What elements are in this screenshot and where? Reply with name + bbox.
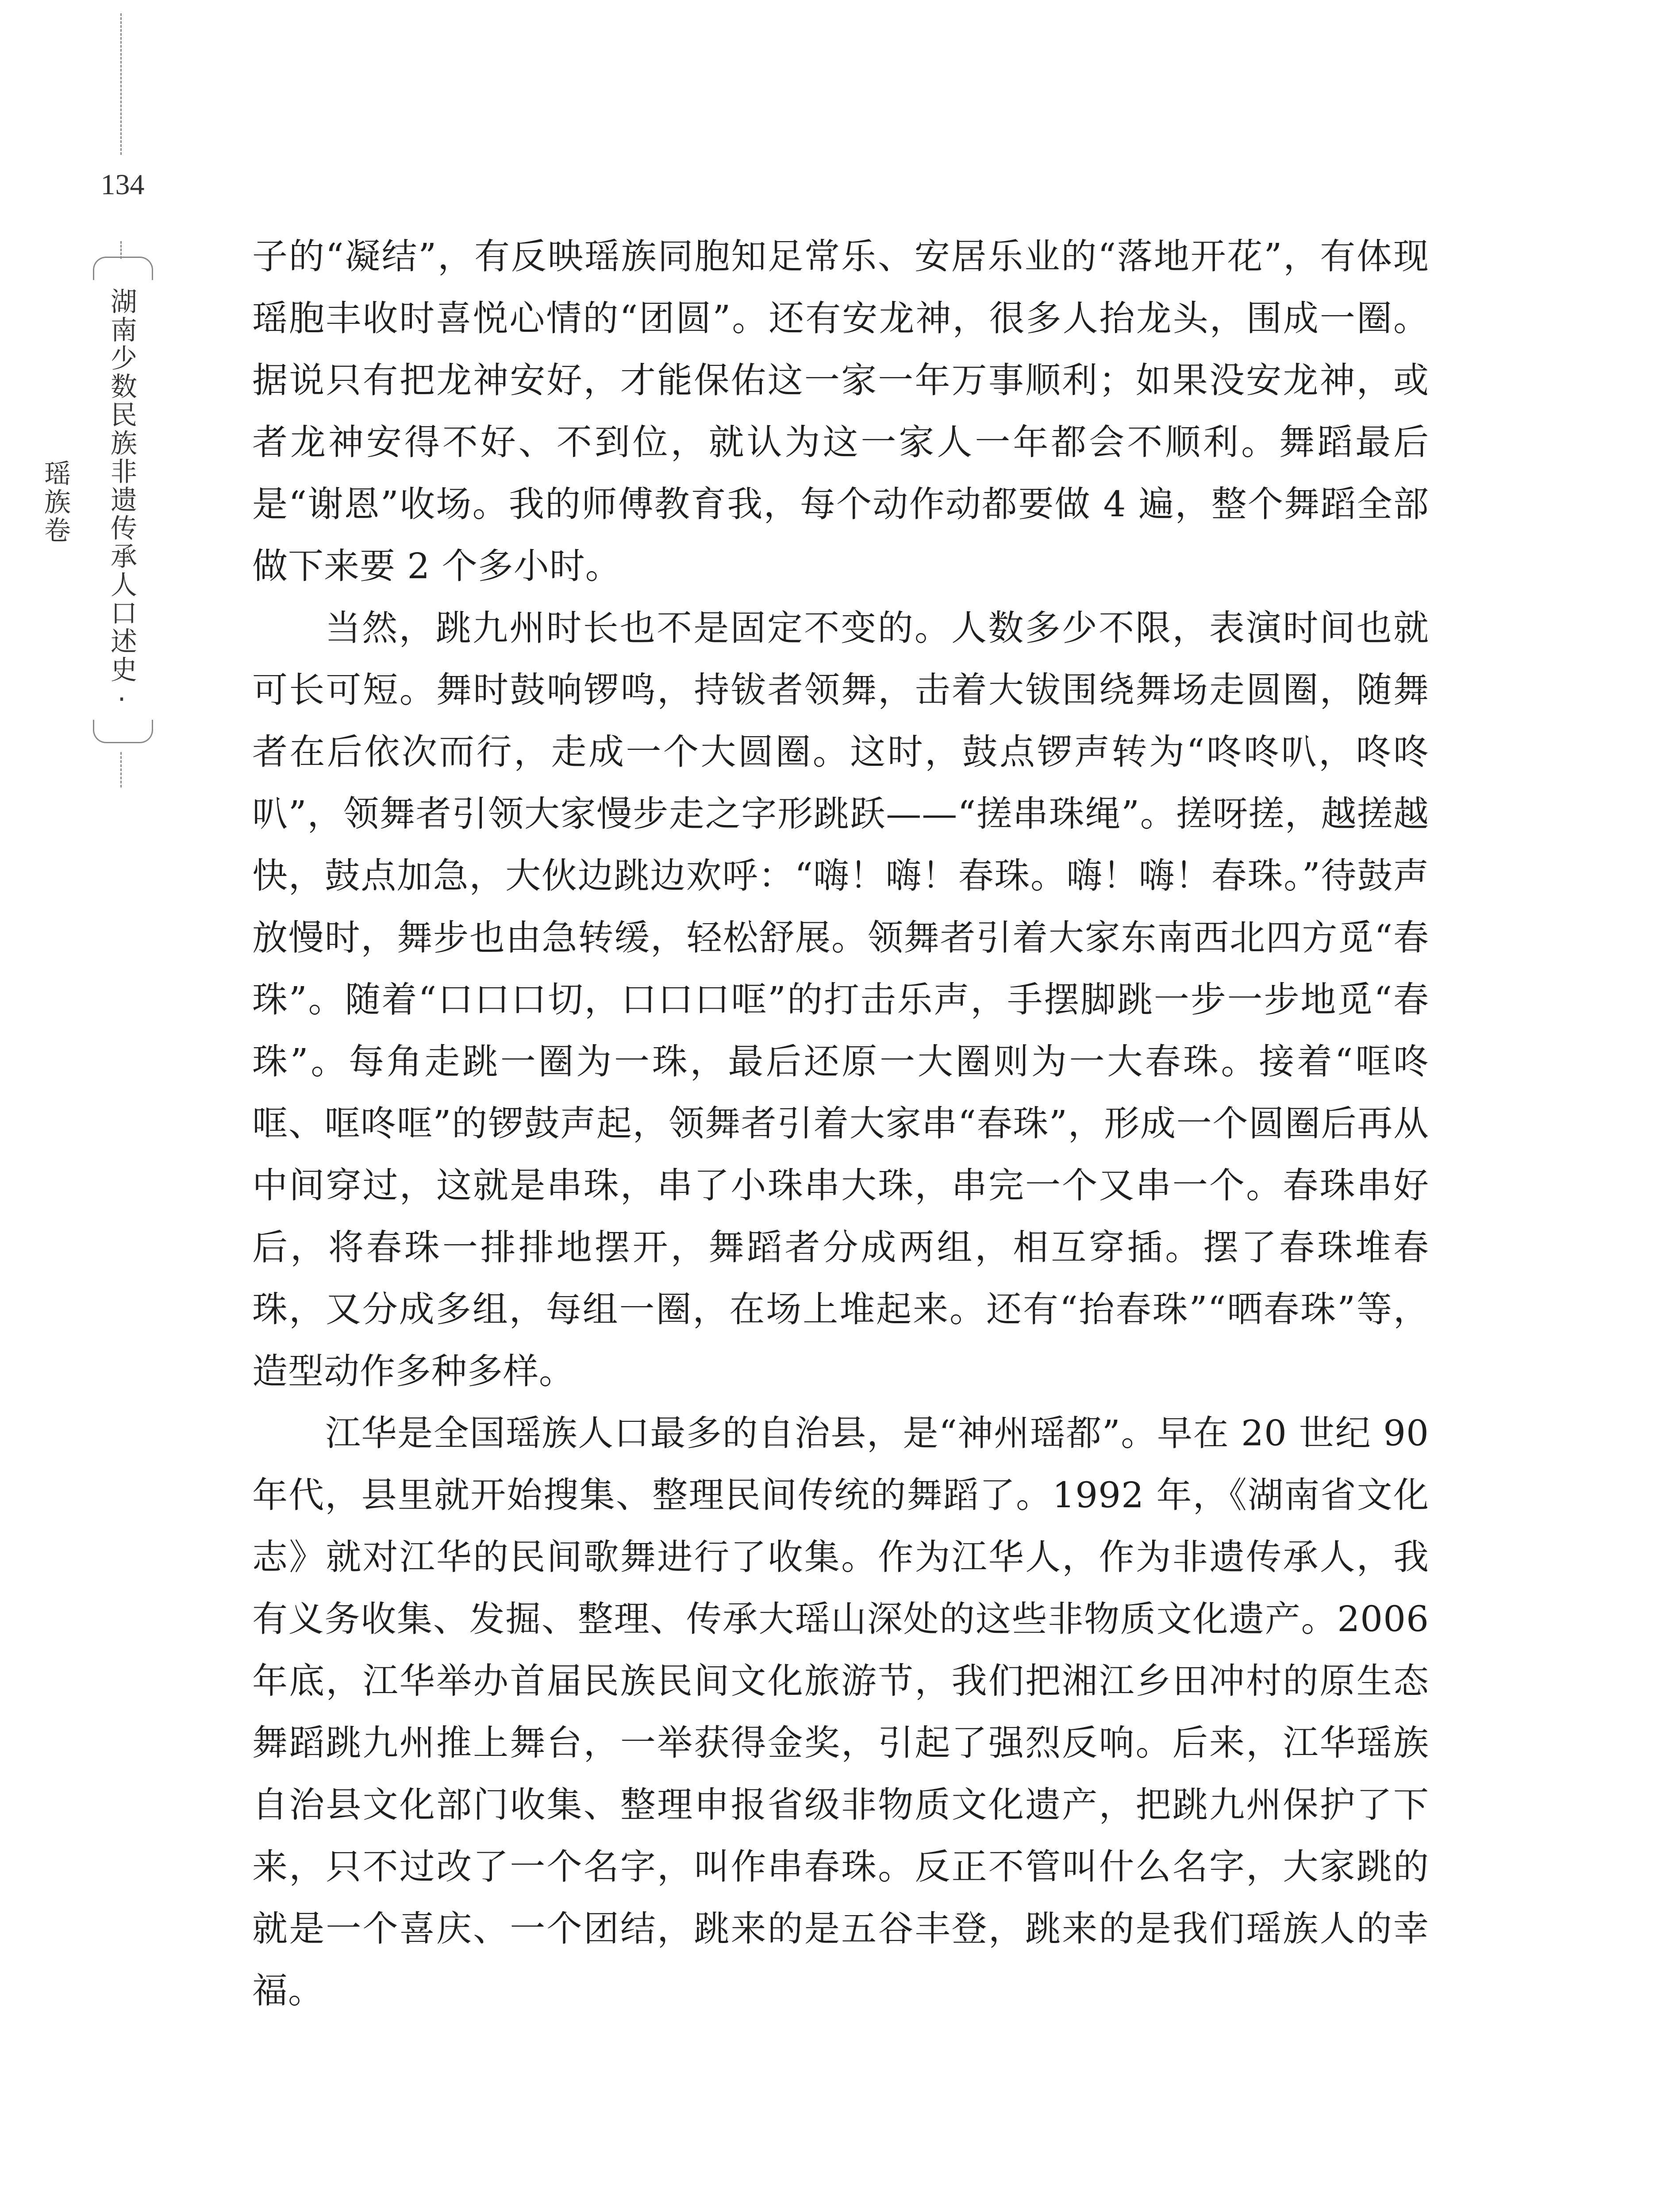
body-text	[252, 226, 1429, 2022]
paragraph-1: 子的“凝结”，有反映瑶族同胞知足常乐、安居乐业的“落地开花”，有体现瑶胞丰收时喜悦心情的“团圆”。还有安龙神，很多人抬龙头，围成一圈。据说只有把龙神安好，才能保佑这一家一年万事顺利；如果没安龙神，或者龙神安得不好、不到位，就认为这一家人一年都会不顺利。舞蹈最后是“谢恩”收场。我的师傅教育我，每个动作动都要做 4 遍，整个舞蹈全部做下来要 2 个多小时。	[252, 236, 1429, 587]
running-head-bracket-bottom	[93, 720, 153, 743]
margin-dashed-rule-top	[120, 13, 122, 155]
paragraph-3: 江华是全国瑶族人口最多的自治县，是“神州瑶都”。早在 20 世纪 90 年代，县里就开始搜集、整理民间传统的舞蹈了。1992 年，《湖南省文化志》就对江华的民间歌舞进行了收集。作为江华人，作为非遗传承人，我有义务收集、发掘、整理、传承大瑶山深处的这些非物质文化遗产。2006 年底，江华举办首届民族民间文化旅游节，我们把湘江乡田冲村的原生态舞蹈跳九州推上舞台，一举获得金奖，引起了强烈反响。后来，江华瑶族自治县文化部门收集、整理申报省级非物质文化遗产，把跳九州保护了下来，只不过改了一个名字，叫作串春珠。反正不管叫什么名字，大家跳的就是一个喜庆、一个团结，跳来的是五谷丰登，跳来的是我们瑶族人的幸福。	[252, 1413, 1429, 2011]
paragraph-2: 当然，跳九州时长也不是固定不变的。人数多少不限，表演时间也就可长可短。舞时鼓响锣鸣，持钹者领舞，击着大钹围绕舞场走圆圈，随舞者在后依次而行，走成一个大圆圈。这时，鼓点锣声转为“咚咚叭，咚咚叭”，领舞者引领大家慢步走之字形跳跃——“搓串珠绳”。搓呀搓，越搓越快，鼓点加急，大伙边跳边欢呼：“嗨！嗨！春珠。嗨！嗨！春珠。”待鼓声放慢时，舞步也由急转缓，轻松舒展。领舞者引着大家东南西北四方觅“春珠”。随着“口口口切，口口口哐”的打击乐声，手摆脚跳一步一步地觅“春珠”。每角走跳一圈为一珠，最后还原一大圈则为一大春珠。接着“哐咚哐、哐咚哐”的锣鼓声起，领舞者引着大家串“春珠”，形成一个圆圈后再从中间穿过，这就是串珠，串了小珠串大珠，串完一个又串一个。春珠串好后，将春珠一排排地摆开，舞蹈者分成两组，相互穿插。摆了春珠堆春珠，又分成多组，每组一圈，在场上堆起来。还有“抬春珠”“晒春珠”等，造型动作多种多样。	[252, 607, 1429, 1392]
page-number: 134	[100, 169, 145, 201]
book-title: 湖南少数民族非遗传承人口述史·瑶族卷	[40, 288, 137, 717]
margin-dashed-rule-middle	[120, 241, 122, 259]
margin-dashed-rule-bottom	[120, 752, 122, 787]
running-head	[40, 261, 155, 739]
